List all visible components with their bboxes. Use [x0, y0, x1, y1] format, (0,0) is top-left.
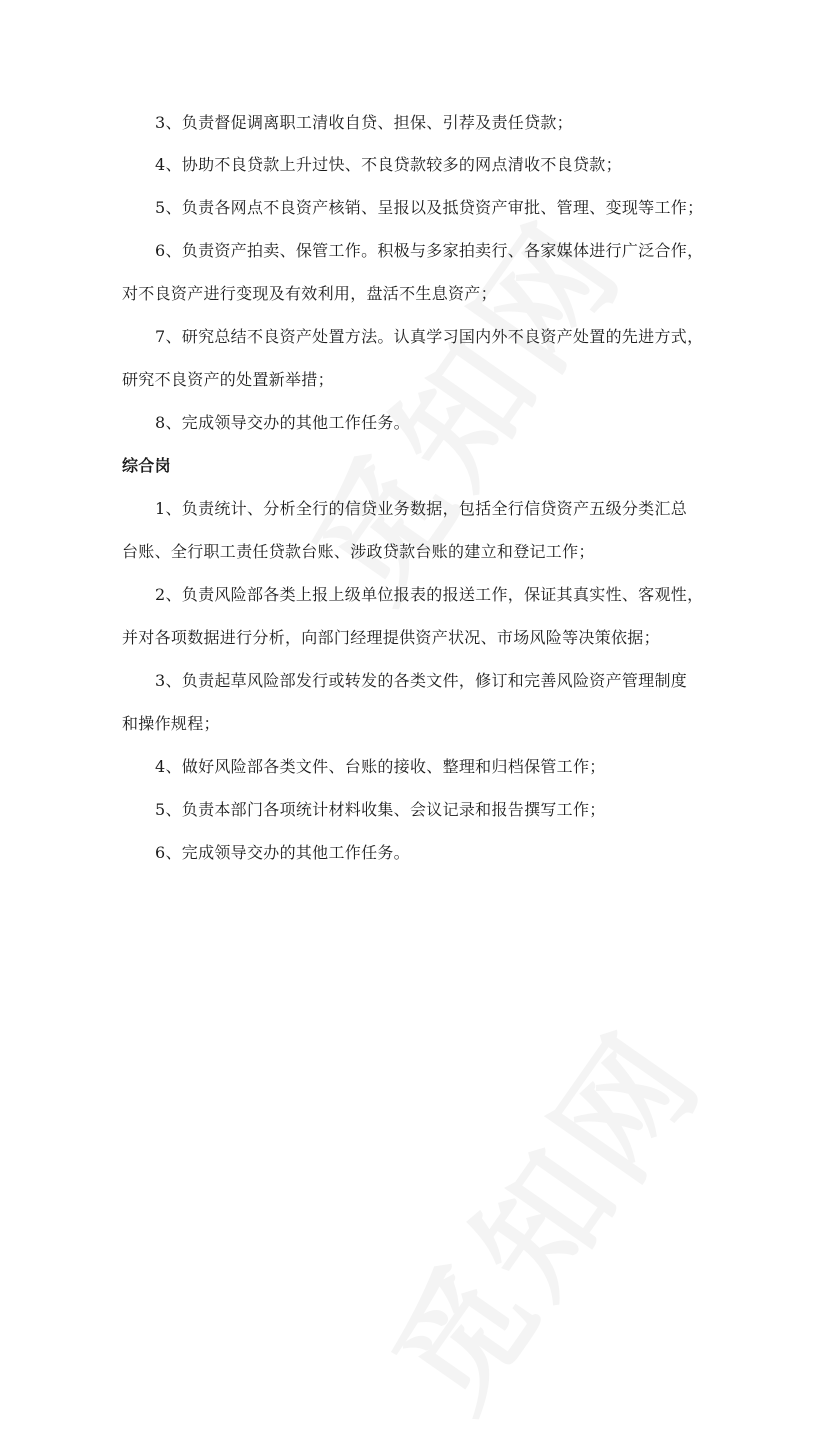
- s2-item-3: 3、负责起草风险部发行或转发的各类文件，修订和完善风险资产管理制度: [155, 671, 688, 690]
- item-6: 6、负责资产拍卖、保管工作。积极与多家拍卖行、各家媒体进行广泛合作，: [155, 241, 704, 260]
- item-7: 7、研究总结不良资产处置方法。认真学习国内外不良资产处置的先进方式，: [155, 327, 704, 346]
- item-8: 8、完成领导交办的其他工作任务。: [155, 413, 410, 432]
- item-5: 5、负责各网点不良资产核销、呈报以及抵贷资产审批、管理、变现等工作；: [155, 198, 704, 217]
- s2-item-2-cont: 并对各项数据进行分析，向部门经理提供资产状况、市场风险等决策依据；: [122, 628, 660, 647]
- watermark-bottom: [343, 988, 737, 1439]
- s2-item-1: 1、负责统计、分析全行的信贷业务数据，包括全行信贷资产五级分类汇总: [155, 499, 688, 518]
- s2-item-4: 4、做好风险部各类文件、台账的接收、整理和归档保管工作；: [155, 757, 606, 776]
- item-6-cont: 对不良资产进行变现及有效利用，盘活不生息资产；: [122, 284, 497, 303]
- section-heading: 综合岗: [122, 456, 171, 475]
- item-4: 4、协助不良贷款上升过快、不良贷款较多的网点清收不良贷款；: [155, 155, 622, 174]
- s2-item-3-cont: 和操作规程；: [122, 714, 220, 733]
- s2-item-5: 5、负责本部门各项统计材料收集、会议记录和报告撰写工作；: [155, 800, 606, 819]
- s2-item-1-cont: 台账、全行职工责任贷款台账、涉政贷款台账的建立和登记工作；: [122, 542, 595, 561]
- s2-item-6: 6、完成领导交办的其他工作任务。: [155, 843, 410, 862]
- item-3: 3、负责督促调离职工清收自贷、担保、引荐及责任贷款；: [155, 113, 573, 132]
- s2-item-2: 2、负责风险部各类上报上级单位报表的报送工作，保证其真实性、客观性，: [155, 585, 704, 604]
- item-7-cont: 研究不良资产的处置新举措；: [122, 370, 334, 389]
